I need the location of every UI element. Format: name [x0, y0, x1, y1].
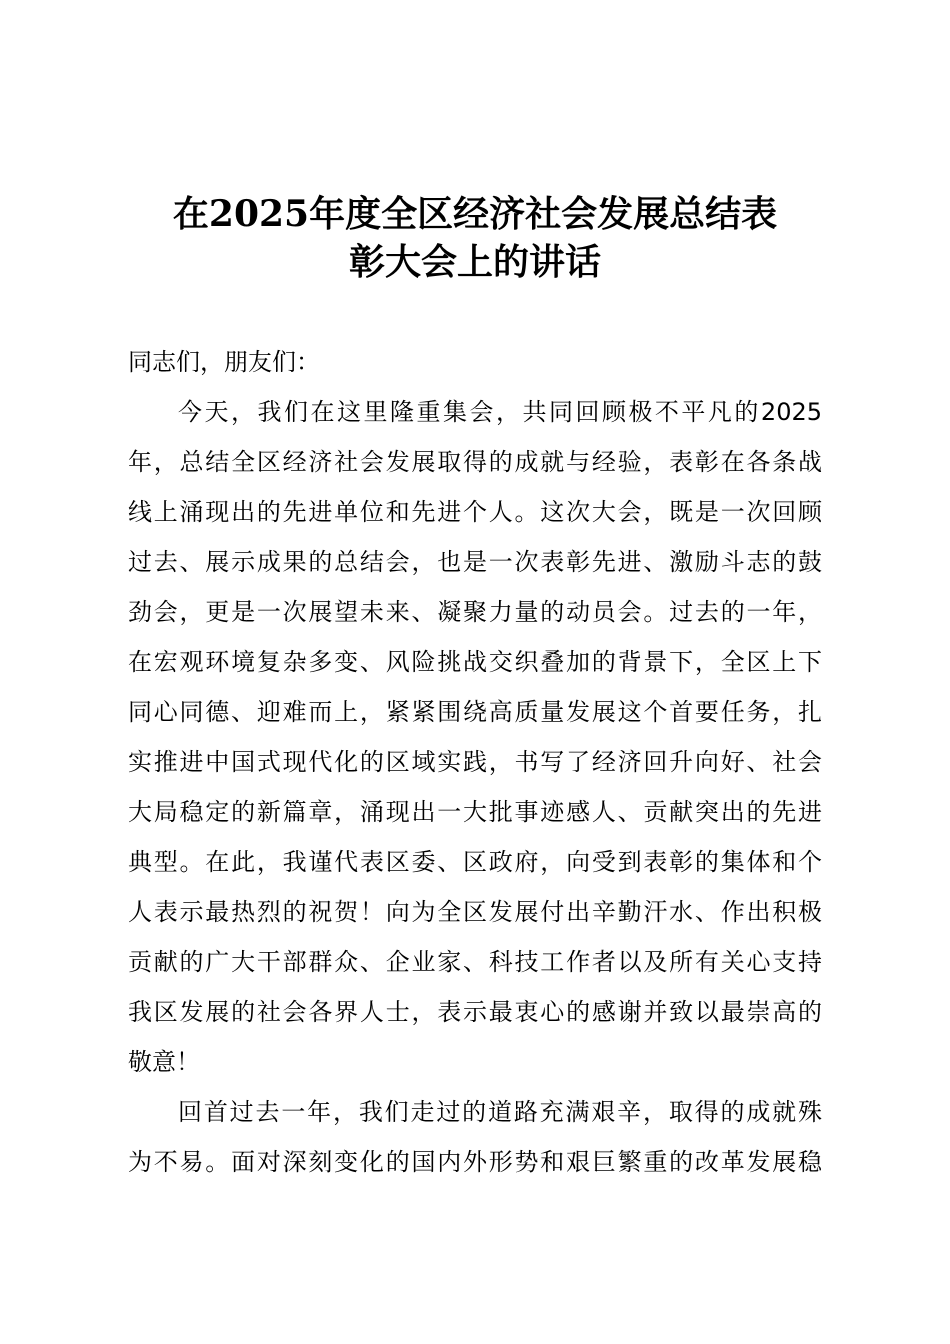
paragraph-line: 在宏观环境复杂多变、风险挑战交织叠加的背景下，全区上下 [128, 648, 822, 676]
paragraph-line: 同心同德、迎难而上，紧紧围绕高质量发展这个首要任务，扎 [128, 698, 822, 726]
title-line: 在2025年度全区经济社会发展总结表 [172, 193, 778, 235]
paragraph-line: 大局稳定的新篇章，涌现出一大批事迹感人、贡献突出的先进 [128, 798, 822, 826]
paragraph-line: 贡献的广大干部群众、企业家、科技工作者以及所有关心支持 [128, 948, 822, 976]
paragraph-2 [128, 1087, 822, 1187]
paragraph-line: 为不易。面对深刻变化的国内外形势和艰巨繁重的改革发展稳 [128, 1148, 822, 1176]
document-title [120, 190, 830, 286]
paragraph-line: 人表示最热烈的祝贺！向为全区发展付出辛勤汗水、作出积极 [128, 898, 822, 926]
paragraph-1 [128, 387, 822, 1087]
paragraph-line: 劲会，更是一次展望未来、凝聚力量的动员会。过去的一年， [128, 598, 822, 626]
title-line: 彰大会上的讲话 [348, 241, 601, 283]
paragraph-line: 年，总结全区经济社会发展取得的成就与经验，表彰在各条战 [128, 448, 822, 476]
document-body [128, 337, 822, 1187]
paragraph-line: 回首过去一年，我们走过的道路充满艰辛，取得的成就殊 [178, 1098, 822, 1126]
paragraph-line: 实推进中国式现代化的区域实践，书写了经济回升向好、社会 [128, 748, 822, 776]
greeting: 同志们，朋友们： [128, 348, 320, 376]
paragraph-line: 过去、展示成果的总结会，也是一次表彰先进、激励斗志的鼓 [128, 548, 822, 576]
paragraph-line: 线上涌现出的先进单位和先进个人。这次大会，既是一次回顾 [128, 498, 822, 526]
paragraph-line: 典型。在此，我谨代表区委、区政府，向受到表彰的集体和个 [128, 848, 822, 876]
paragraph-line: 敬意！ [128, 1048, 200, 1076]
paragraph-line: 今天，我们在这里隆重集会，共同回顾极不平凡的2025 [178, 398, 822, 426]
paragraph-line: 我区发展的社会各界人士，表示最衷心的感谢并致以最崇高的 [128, 998, 822, 1026]
